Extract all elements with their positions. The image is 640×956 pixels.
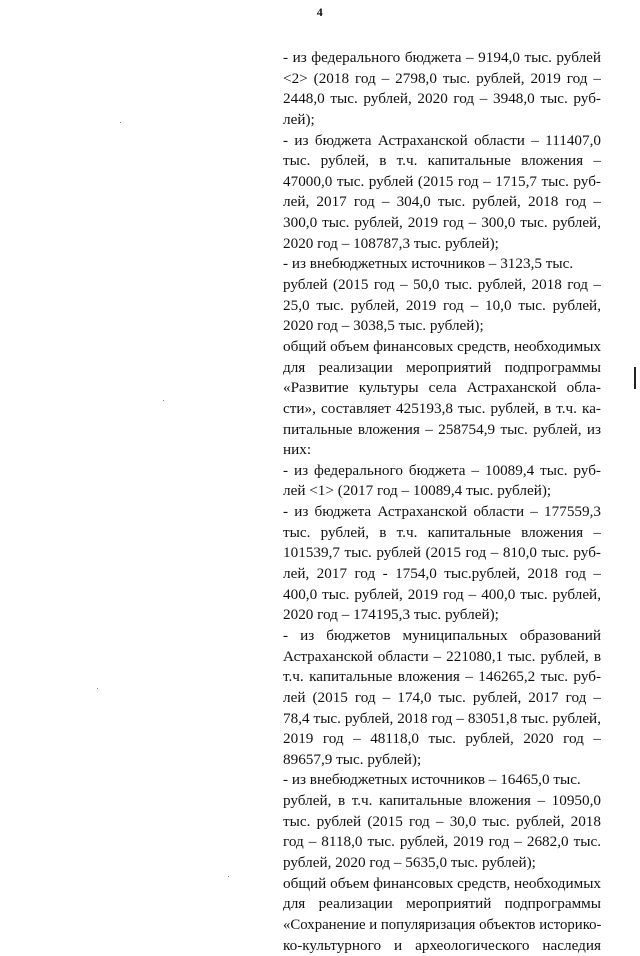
text-line: - из бюджетов муниципальных образований [283,626,601,644]
text-line: рублей (2015 год – 50,0 тыс. рублей, 2018 год – [283,276,601,294]
scan-speck [228,876,229,877]
text-line: 400,0 тыс. рублей, 2019 год – 400,0 тыс. рублей, [283,585,601,603]
text-line: питальные вложения – 258754,9 тыс. рублей, из [283,420,601,438]
text-line: «Развитие культуры села Астраханской обла- [283,379,601,397]
text-line: лей <1> (2017 год – 10089,4 тыс. рублей); [283,482,552,500]
text-line: для реализации мероприятий подпрограммы [283,358,601,376]
text-line: <2> (2018 год – 2798,0 тыс. рублей, 2019 год – [283,69,601,87]
scan-speck [163,400,164,401]
text-line: рублей, в т.ч. капитальные вложения – 10950,0 [283,792,601,810]
text-line: - из федерального бюджета – 9194,0 тыс. рублей [283,49,601,66]
text-line: 2020 год – 108787,3 тыс. рублей); [283,234,499,252]
page-number: 4 [316,5,324,19]
text-line: - из внебюджетных источников – 16465,0 тыс. [283,771,581,789]
text-line: лей (2015 год – 174,0 тыс. рублей, 2017 год – [283,688,601,706]
text-line: 78,4 тыс. рублей, 2018 год – 83051,8 тыс. рублей, [283,709,601,727]
text-line: тыс. рублей (2015 год – 30,0 тыс. рублей, 2018 [283,812,601,830]
scan-speck [97,688,98,689]
text-line: т.ч. капитальные вложения – 146265,2 тыс. руб- [283,668,601,686]
text-line: - из федерального бюджета – 10089,4 тыс. руб- [283,461,601,479]
text-line: для реализации мероприятий подпрограммы [283,895,601,913]
text-line: - из бюджета Астраханской области – 111407,0 [283,131,601,149]
document-body [283,48,601,956]
text-line: - из внебюджетных источников – 3123,5 тыс. [283,255,574,273]
text-line: 2448,0 тыс. рублей, 2020 год – 3948,0 тыс. руб- [283,90,601,108]
text-line: лей, 2017 год – 304,0 тыс. рублей, 2018 год – [283,193,601,211]
text-line: рублей, 2020 год – 5635,0 тыс. рублей); [283,853,536,871]
text-line: 101539,7 тыс. рублей (2015 год – 810,0 тыс. руб- [283,544,601,562]
text-line: общий объем финансовых средств, необходимых [283,337,601,355]
scan-speck [120,122,121,123]
text-line: - из бюджета Астраханской области – 177559,3 [283,503,601,521]
text-line: 2020 год – 3038,5 тыс. рублей); [283,317,484,335]
text-line: «Сохранение и популяризация объектов историко- [283,916,601,933]
text-line: ко-культурного и археологического наследия [283,936,601,954]
text-line: тыс. рублей, в т.ч. капитальные вложения – [283,523,601,541]
text-line: 2019 год – 48118,0 тыс. рублей, 2020 год – [283,730,601,748]
text-line: 47000,0 тыс. рублей (2015 год – 1715,7 тыс. руб- [283,172,601,190]
text-line: 2020 год – 174195,3 тыс. рублей); [283,606,499,624]
text-line: них: [283,441,312,459]
text-line: лей); [283,110,315,128]
text-line: год – 8118,0 тыс. рублей, 2019 год – 2682,0 тыс. [283,833,601,851]
text-line: 89657,9 тыс. рублей); [283,750,422,768]
text-line: 300,0 тыс. рублей, 2019 год – 300,0 тыс. рублей, [283,214,601,232]
text-line: 25,0 тыс. рублей, 2019 год – 10,0 тыс. рублей, [283,296,601,314]
text-line: сти», составляет 425193,8 тыс. рублей, в т.ч. ка- [283,399,601,417]
text-line: лей, 2017 год - 1754,0 тыс.рублей, 2018 год – [283,565,601,583]
scan-edge-mark [634,367,636,389]
text-line: Астраханской области – 221080,1 тыс. рублей, в [283,647,601,665]
text-line: общий объем финансовых средств, необходимых [283,874,601,892]
text-line: тыс. рублей, в т.ч. капитальные вложения – [283,152,601,170]
